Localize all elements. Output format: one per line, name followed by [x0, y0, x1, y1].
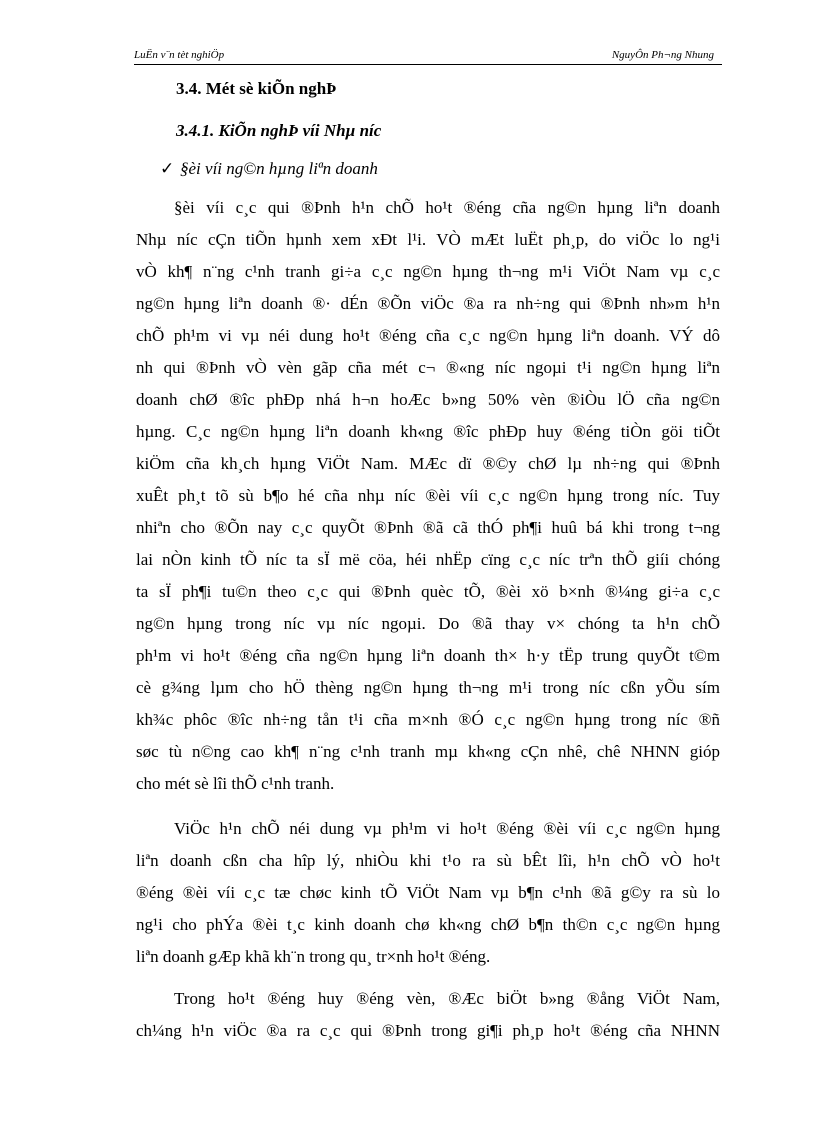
paragraph-line: søc tù n©ng cao kh¶ n¨ng c¹nh tranh mµ kh«ng cÇn nhê, chê NHNN gióp [136, 742, 720, 761]
paragraph-line: kh¾c phôc ®îc nh÷ng tån t¹i cña m×nh ®Ó c¸c ng©n hµng trong níc ®ñ [136, 710, 720, 729]
paragraph-2 [136, 813, 720, 973]
running-header [134, 46, 722, 65]
subsection-heading: 3.4.1. KiÕn nghÞ víi Nhµ níc [176, 121, 382, 140]
paragraph-line: ng¹i cho phÝa ®èi t¸c kinh doanh chø kh«ng chØ b¶n th©n c¸c ng©n hµng [136, 915, 720, 934]
header-author-name: NguyÔn Ph¬ng Nhung [611, 49, 714, 61]
paragraph-line: §èi víi c¸c qui ®Þnh h¹n chÕ ho¹t ®éng cña ng©n hµng liªn doanh [174, 198, 720, 217]
bullet-heading [160, 156, 378, 182]
paragraph-line: liªn doanh cßn cha hîp lý, nhiÒu khi t¹o ra sù bÊt lîi, h¹n chÕ vÒ ho¹t [136, 851, 720, 870]
paragraph-1 [136, 192, 720, 800]
paragraph-line: cho mét sè lîi thÕ c¹nh tranh. [136, 774, 335, 793]
paragraph-line: ViÖc h¹n chÕ néi dung vµ ph¹m vi ho¹t ®éng ®èi víi c¸c ng©n hµng [174, 819, 720, 838]
paragraph-line: Trong ho¹t ®éng huy ®éng vèn, ®Æc biÖt b»ng ®ång ViÖt Nam, [174, 989, 720, 1008]
paragraph-line: ch¼ng h¹n viÖc ®a ra c¸c qui ®Þnh trong gi¶i ph¸p ho¹t ®éng cña NHNN [136, 1021, 720, 1040]
paragraph-line: ng©n hµng trong níc vµ níc ngoµi. Do ®ã thay v× chóng ta h¹n chÕ [136, 614, 720, 633]
header-thesis-label: LuËn v¨n tèt nghiÖp [134, 49, 225, 61]
paragraph-line: doanh chØ ®îc phÐp nhá h¬n hoÆc b»ng 50% vèn ®iÒu lÖ cña ng©n [136, 390, 720, 409]
bullet-heading-text: §èi víi ng©n hµng liªn doanh [180, 159, 378, 178]
paragraph-line: ng©n hµng liªn doanh ®· dÉn ®Õn viÖc ®a ra nh÷ng qui ®Þnh nh»m h¹n [136, 294, 720, 313]
paragraph-line: ta sÏ ph¶i tu©n theo c¸c qui ®Þnh quèc tÕ, ®èi xö b×nh ®¼ng gi÷a c¸c [136, 582, 720, 601]
paragraph-line: ph¹m vi ho¹t ®éng cña ng©n hµng liªn doanh th× h·y tËp trung quyÕt t©m [136, 646, 720, 665]
paragraph-line: hµng. C¸c ng©n hµng liªn doanh kh«ng ®îc phÐp huy ®éng tiÒn göi tiÕt [136, 422, 720, 441]
paragraph-line: chÕ ph¹m vi vµ néi dung ho¹t ®éng cña c¸c ng©n hµng liªn doanh. VÝ dô [136, 326, 720, 345]
paragraph-line: kiÖm cña kh¸ch hµng ViÖt Nam. MÆc dï ®©y chØ lµ nh÷ng qui ®Þnh [136, 454, 720, 473]
paragraph-line: Nhµ níc cÇn tiÕn hµnh xem xÐt l¹i. VÒ mÆt luËt ph¸p, do viÖc lo ng¹i [136, 230, 720, 249]
paragraph-line: ®éng ®èi víi c¸c tæ chøc kinh tÕ ViÖt Nam vµ b¶n c¹nh ®ã g©y ra sù lo [136, 883, 720, 902]
paragraph-line: nh qui ®Þnh vÒ vèn gãp cña mét c¬ ®«ng níc ngoµi t¹i ng©n hµng liªn [136, 358, 720, 377]
paragraph-line: liªn doanh gÆp khã kh¨n trong qu¸ tr×nh ho¹t ®éng. [136, 947, 491, 966]
paragraph-line: lai nÒn kinh tÕ níc ta sÏ më cöa, héi nhËp cïng c¸c níc trªn thÕ giíi chóng [136, 550, 720, 569]
paragraph-3 [136, 983, 720, 1047]
paragraph-line: xuÊt ph¸t tõ sù b¶o hé cña nhµ níc ®èi víi c¸c ng©n hµng trong níc. Tuy [136, 486, 720, 505]
checkmark-icon: ✓ [160, 159, 175, 178]
paragraph-line: nhiªn cho ®Õn nay c¸c quyÕt ®Þnh ®ã cã thÓ ph¶i huû bá khi trong t¬ng [136, 518, 720, 537]
paragraph-line: cè g¾ng lµm cho hÖ thèng ng©n hµng th¬ng m¹i trong níc cßn yÕu sím [136, 678, 720, 697]
section-heading: 3.4. Mét sè kiÕn nghÞ [176, 79, 337, 98]
paragraph-line: vÒ kh¶ n¨ng c¹nh tranh gi÷a c¸c ng©n hµng th¬ng m¹i ViÖt Nam vµ c¸c [136, 262, 720, 281]
